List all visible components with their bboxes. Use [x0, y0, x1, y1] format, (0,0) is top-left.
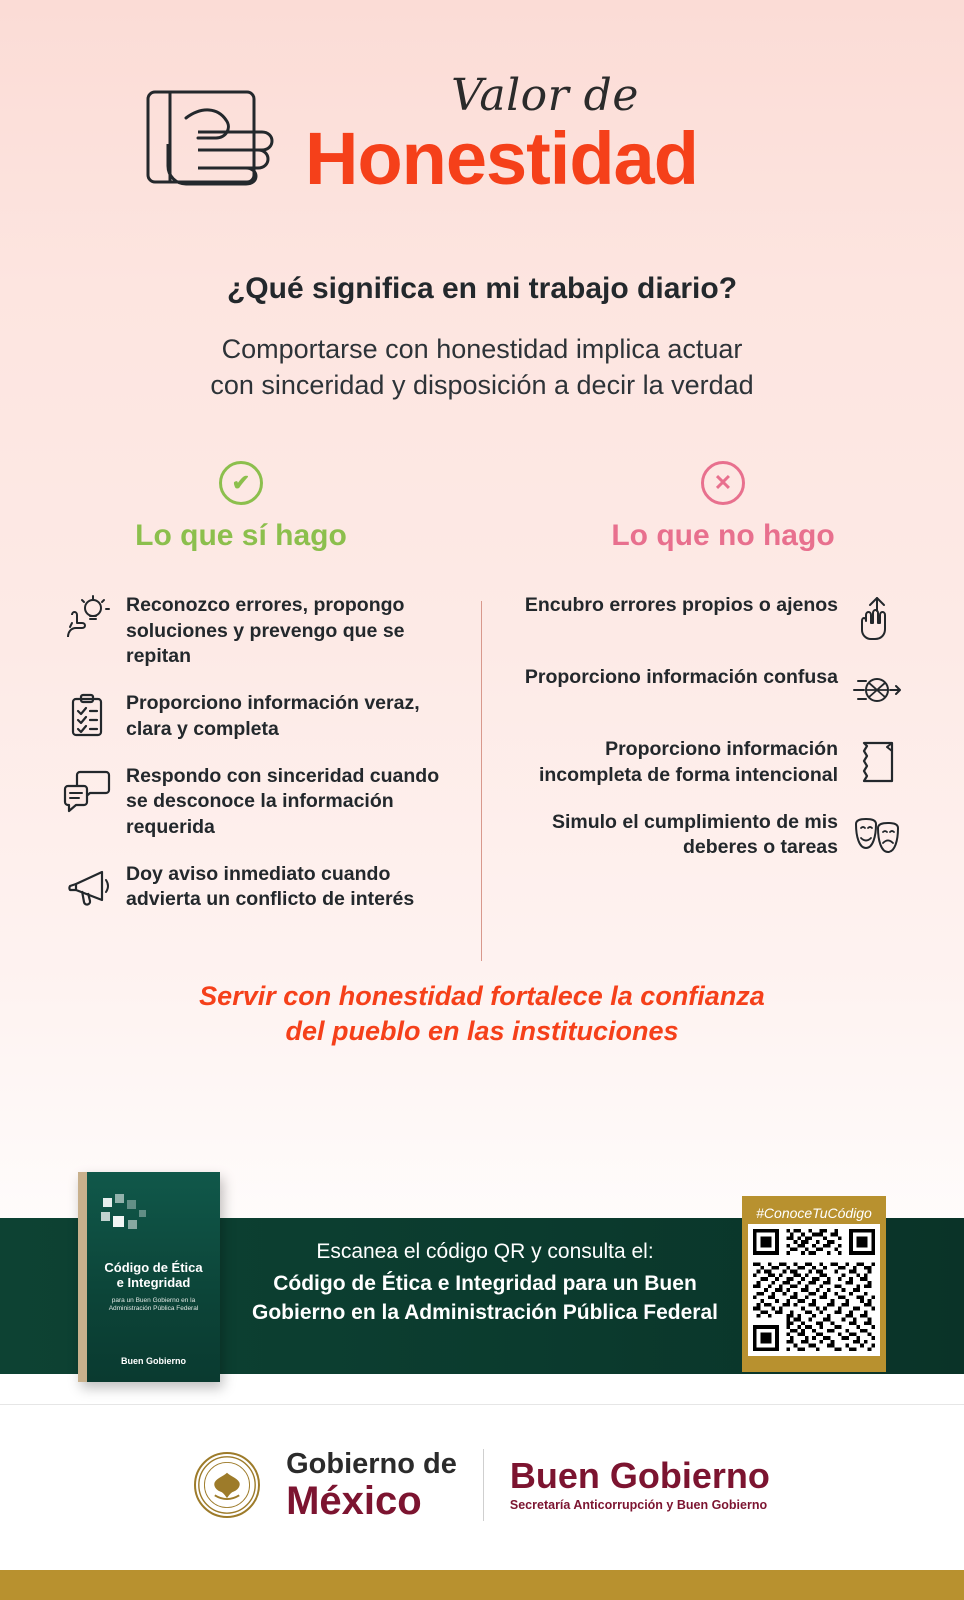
- lists: [0, 593, 964, 934]
- title-small: Valor de: [451, 70, 639, 121]
- clipboard-check-icon: [62, 691, 112, 741]
- list-item: [504, 810, 902, 861]
- gobierno-de-mexico-logo: [286, 1447, 457, 1523]
- book-subtitle: para un Buen Gobierno en la Administración Pública Federal: [108, 1296, 199, 1312]
- list-item: [62, 691, 460, 742]
- code-book-cover: [78, 1172, 220, 1382]
- column-label-yes: Lo que sí hago: [135, 519, 347, 553]
- gob-line-2: México: [286, 1478, 422, 1523]
- speech-bubbles-icon: [62, 764, 112, 814]
- list-item-text: Respondo con sinceridad cuando se desconoce la información requerida: [126, 764, 440, 838]
- band-line-2: Código de Ética e Integridad para un Buen Gobierno en la Administración Pública Federal: [252, 1272, 718, 1324]
- list-yes: [40, 593, 482, 934]
- band-line-1: Escanea el código QR y consulta el:: [316, 1240, 654, 1263]
- book-logo-mark: [97, 1190, 155, 1242]
- question-heading: ¿Qué significa en mi trabajo diario?: [226, 272, 738, 305]
- list-no: [482, 593, 924, 934]
- qr-hashtag: #ConoceTuCódigo: [756, 1205, 872, 1221]
- slogan: [0, 979, 964, 1049]
- buen-gobierno-logo: [509, 1455, 770, 1513]
- list-item: [504, 593, 902, 643]
- slogan-line-2: del pueblo en las instituciones: [285, 1015, 679, 1046]
- list-item-text: Simulo el cumplimiento de mis deberes o tareas: [551, 810, 838, 859]
- column-headers: [0, 461, 964, 553]
- list-item: [62, 764, 460, 840]
- footer-vertical-rule: [483, 1449, 484, 1521]
- intro-line-1: Comportarse con honestidad implica actuar: [221, 334, 743, 364]
- book-title: [97, 1261, 210, 1291]
- gob-line-1: Gobierno de: [286, 1447, 457, 1480]
- bottom-gold-bar: [0, 1570, 964, 1600]
- intro-line-2: con sinceridad y disposición a decir la verdad: [210, 369, 754, 400]
- column-divider: [481, 601, 482, 961]
- list-item-text: Proporciono información incompleta de forma intencional: [538, 738, 838, 786]
- list-item-text: Doy aviso inmediato cuando advierta un conflicto de interés: [126, 863, 415, 911]
- theater-masks-icon: [852, 810, 902, 860]
- bg-line-1: Buen Gobierno: [509, 1455, 770, 1497]
- hand-hiding-icon: [852, 593, 902, 643]
- list-item-text: Reconozco errores, propongo soluciones y prevengo que se repitan: [126, 594, 405, 667]
- list-item-text: Encubro errores propios o ajenos: [524, 594, 838, 617]
- list-item: [62, 862, 460, 913]
- list-item-text: Proporciono información confusa: [524, 666, 838, 689]
- column-header-no: [482, 461, 964, 553]
- list-item-text: Proporciono información veraz, clara y completa: [126, 692, 420, 740]
- qr-code[interactable]: [748, 1224, 880, 1356]
- book-title-line-1: Código de Ética: [104, 1260, 203, 1275]
- slogan-line-1: Servir con honestidad fortalece la confianza: [199, 980, 765, 1011]
- list-item: [504, 665, 902, 715]
- x-circle-icon: ✕: [701, 461, 745, 505]
- check-circle-icon: ✔: [219, 461, 263, 505]
- band-text: [250, 1238, 720, 1327]
- title-big: Honestidad: [305, 117, 698, 200]
- qr-panel[interactable]: [742, 1196, 886, 1372]
- list-item: [504, 737, 902, 788]
- book-title-line-2: e Integridad: [116, 1274, 191, 1290]
- lightbulb-hand-icon: [62, 593, 112, 643]
- hand-on-book-icon: [140, 82, 280, 197]
- list-item: [62, 593, 460, 669]
- column-header-yes: [0, 461, 482, 553]
- megaphone-icon: [62, 862, 112, 912]
- footer-divider: [0, 1404, 964, 1405]
- mexican-eagle-emblem: [194, 1452, 260, 1518]
- header: [0, 0, 964, 220]
- torn-paper-icon: [852, 737, 902, 787]
- intro-text: [0, 332, 964, 403]
- bg-line-2: Secretaría Anticorrupción y Buen Gobierno: [509, 1498, 768, 1513]
- tangled-arrows-icon: [852, 665, 902, 715]
- title-block: [305, 70, 865, 200]
- book-logo-text: Buen Gobierno: [121, 1356, 186, 1366]
- footer: [0, 1410, 964, 1560]
- column-label-no: Lo que no hago: [611, 519, 835, 553]
